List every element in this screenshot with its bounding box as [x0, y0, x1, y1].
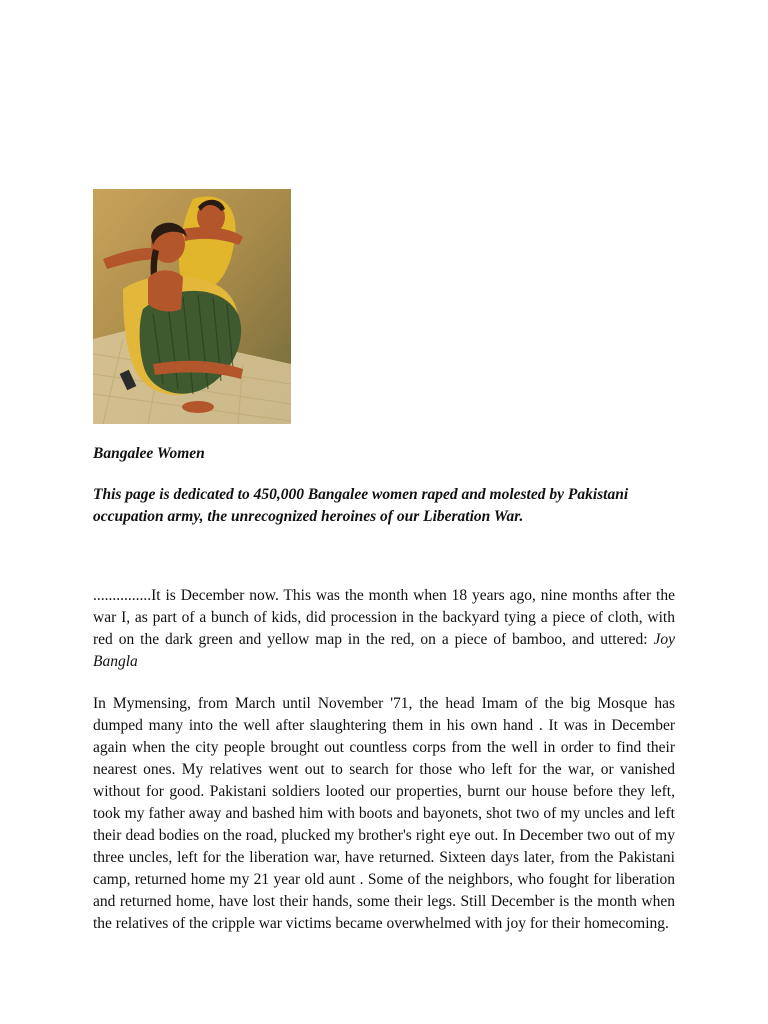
- paragraph-1: [93, 585, 675, 673]
- dedication-text: This page is dedicated to 450,000 Bangalee women raped and molested by Pakistani occupation army, the unrecognized heroines of our Liberation War.: [93, 486, 629, 525]
- paragraph-2: In Mymensing, from March until November '71, the head Imam of the big Mosque has dumped many into the well after slaughtering them in his own hand . It was in December again when the city people brought out countless corps from the well in order to find their nearest ones. My relatives went out to search for those who left for the war, or vanished without for good. Pakistani soldiers looted our properties, burnt our house before they left, took my father away and bashed him with boots and bayonets, shot two of my uncles and left their dead bodies on the road, plucked my brother's right eye out. In December two out of my three uncles, left for the liberation war, have returned. Sixteen days later, from the Pakistani camp, returned home my 21 year old aunt . Some of the neighbors, who fought for liberation and returned home, have lost their hands, some their legs. Still December is the month when the relatives of the cripple war victims became overwhelmed with joy for their homecoming.: [93, 695, 675, 932]
- caption-title: Bangalee Women: [93, 445, 205, 462]
- joy-bangla-text: Joy Bangla: [93, 631, 675, 670]
- painting-image: [93, 189, 291, 424]
- paragraph-1-text: ...............It is December now. This was the month when 18 years ago, nine months after the war I, as part of a bunch of kids, did procession in the backyard tying a piece of cloth, with red on the dark green and yellow map in the red, on a piece of bamboo, and uttered:: [93, 587, 675, 648]
